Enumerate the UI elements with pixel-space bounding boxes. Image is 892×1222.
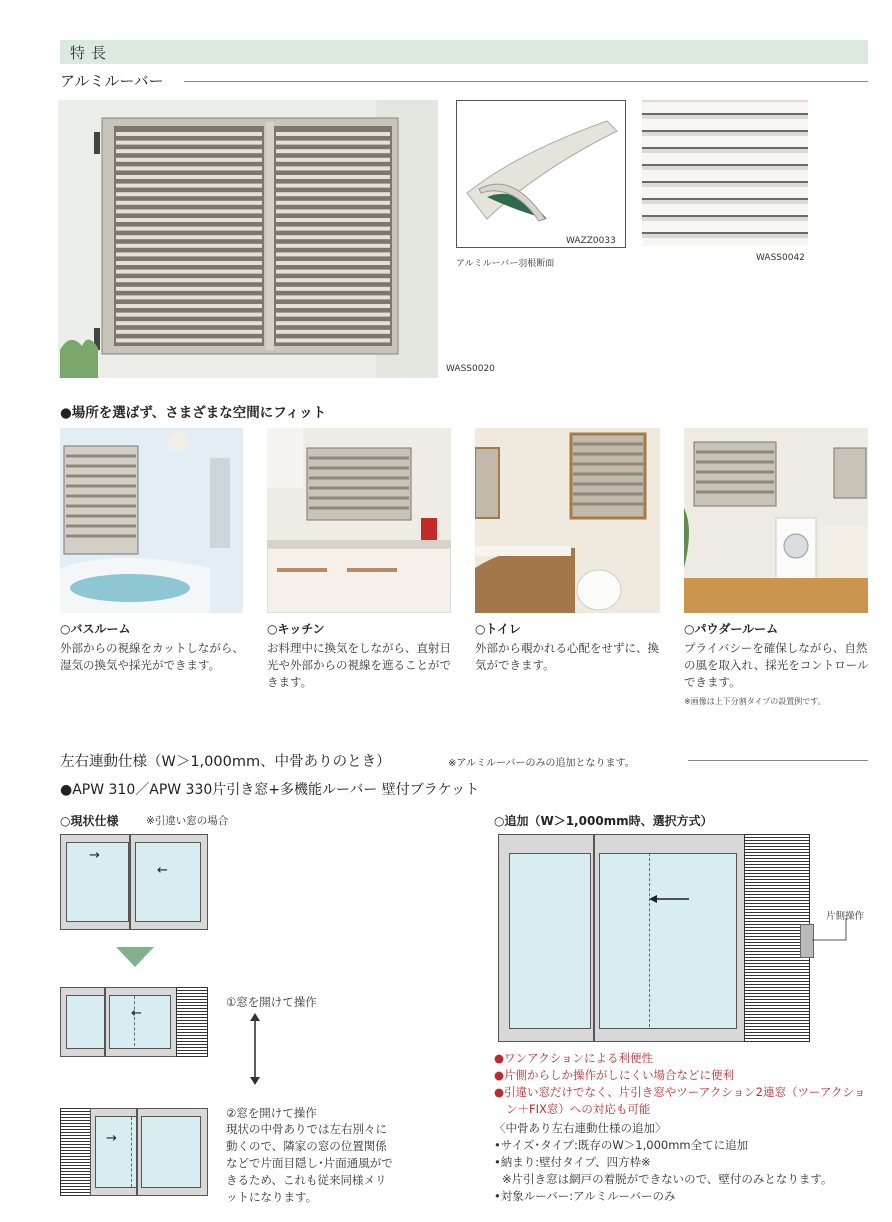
louver-slat xyxy=(116,270,262,274)
louver-slat xyxy=(276,295,390,299)
louver-slat xyxy=(116,141,262,145)
louver-slat xyxy=(116,192,262,196)
title-rule xyxy=(184,81,868,82)
added-pane-right xyxy=(599,853,737,1029)
added-mullion xyxy=(593,835,595,1041)
arrow-right-icon: → xyxy=(106,1131,117,1146)
product-heading: ●APW 310／APW 330片引き窓+多機能ルーバー 壁付ブラケット xyxy=(60,782,480,798)
louver-slat xyxy=(116,244,262,248)
arrow-left-icon: ← xyxy=(131,1006,142,1021)
caption-slat-code: WASS0042 xyxy=(756,253,805,263)
louver-slat xyxy=(276,261,390,265)
caption-cross-section: アルミルーバー羽根断面 xyxy=(456,259,555,269)
step2-dash xyxy=(131,1117,132,1187)
louver-slat xyxy=(116,227,262,231)
louver-slat xyxy=(276,201,390,205)
step1-label: ①窓を開けて操作 xyxy=(226,995,317,1009)
louver-slat xyxy=(276,321,390,325)
louver-slat xyxy=(116,218,262,222)
louver-slat xyxy=(276,166,390,170)
window-mullion xyxy=(129,835,131,929)
louver-slat xyxy=(116,287,262,291)
louver-slat xyxy=(642,238,808,246)
added-frame xyxy=(498,834,746,1042)
side-operation-label: 片側操作 xyxy=(826,911,865,922)
current-spec-heading: ○現状仕様 xyxy=(60,814,119,828)
triangle-down-icon xyxy=(116,947,154,969)
louver-slat xyxy=(276,338,390,342)
room-desc-kitchen: お料理中に換気をしながら、直射日光や外部からの視線を遮ることができます。 xyxy=(267,641,451,689)
step2-mullion xyxy=(136,1109,138,1195)
diagram-step1 xyxy=(60,987,208,1057)
step1-frame xyxy=(60,987,178,1057)
louver-slat xyxy=(276,252,390,256)
louver-slat xyxy=(276,304,390,308)
louver-slat xyxy=(276,192,390,196)
added-pane-left xyxy=(509,853,591,1029)
section-header-title: 特長 xyxy=(70,44,113,62)
louver-slat xyxy=(116,166,262,170)
step2-label: ②窓を開けて操作 xyxy=(226,1106,317,1120)
step1-pane-right xyxy=(109,995,171,1049)
arrow-left-icon: ← xyxy=(157,863,168,878)
room-desc-powder-room: プライバシーを確保しながら、自然の風を取入れ、採光をコントロールできます。 xyxy=(684,641,869,689)
louver-slat xyxy=(276,244,390,248)
louver-slat xyxy=(116,149,262,153)
louver-slat xyxy=(276,158,390,162)
louver-slat xyxy=(276,278,390,282)
louver-panel xyxy=(60,1108,92,1196)
added-dash xyxy=(649,853,650,1027)
window-pane-right xyxy=(135,842,201,922)
louver-slat-shadow xyxy=(642,164,808,166)
benefit-1: ●ワンアクションによる利便性 xyxy=(494,1051,653,1065)
louver-slat xyxy=(276,270,390,274)
louver-slat xyxy=(642,153,808,164)
step1-dash xyxy=(134,996,135,1046)
louver-slat xyxy=(276,287,390,291)
louver-cross-section-photo xyxy=(456,100,626,248)
louver-slat xyxy=(642,119,808,130)
room-name-bathroom: ○バスルーム xyxy=(60,622,131,636)
louver-slat xyxy=(642,187,808,198)
louver-slat xyxy=(276,149,390,153)
section-note-linked-spec: ※アルミルーバーのみの追加となります。 xyxy=(448,758,635,769)
current-spec-note: ※引違い窓の場合 xyxy=(146,815,229,827)
room-name-kitchen: ○キッチン xyxy=(267,622,325,636)
detail-louver: •対象ルーバー:アルミルーバーのみ xyxy=(494,1189,676,1203)
detail-fit: •納まり:壁付タイプ、四方枠※ xyxy=(494,1155,651,1169)
louver-slat xyxy=(116,278,262,282)
caption-cross-section-code: WAZZ0033 xyxy=(566,236,616,246)
detail-size: •サイズ･タイプ:既存のW＞1,000mm全てに追加 xyxy=(494,1138,749,1152)
louver-window-illustration xyxy=(58,100,438,378)
diagram-current-window xyxy=(60,834,208,930)
louver-slat xyxy=(642,102,808,113)
room-desc-toilet: 外部から覗かれる心配をせずに、換気ができます。 xyxy=(475,641,659,672)
room-desc-bathroom: 外部からの視線をカットしながら、湿気の換気や採光ができます。 xyxy=(60,641,244,672)
louver-slat xyxy=(276,175,390,179)
louver-slat xyxy=(642,170,808,181)
louver-slat xyxy=(116,184,262,188)
louver-slat xyxy=(116,235,262,239)
toilet-illustration xyxy=(475,428,660,613)
benefit-2: ●片側からしか操作がしにくい場合などに便利 xyxy=(494,1068,735,1082)
diagram-step2 xyxy=(60,1108,210,1196)
benefit-3: ●引違い窓だけでなく、片引き窓やツーアクション2連窓（ツーアクション＋FIX窓）への対応も可能 xyxy=(494,1085,866,1116)
louver-slat xyxy=(276,184,390,188)
step1-mullion xyxy=(104,988,106,1056)
powder-room-illustration xyxy=(684,428,868,613)
caption-main-code: WASS0020 xyxy=(446,364,495,374)
louver-slat-shadow xyxy=(642,215,808,217)
louver-slat xyxy=(116,261,262,265)
louver-slat-shadow xyxy=(642,232,808,234)
louver-slat xyxy=(642,204,808,215)
kitchen-illustration xyxy=(267,428,451,613)
section-title-aluminum-louver: アルミルーバー xyxy=(60,72,164,90)
louver-main-photo xyxy=(58,100,438,378)
fit-heading: ●場所を選ばず、さまざまな空間にフィット xyxy=(60,405,327,421)
louver-slat xyxy=(276,141,390,145)
louver-slat xyxy=(116,338,262,342)
louver-slat xyxy=(642,136,808,147)
louver-slat xyxy=(642,221,808,232)
section2-rule xyxy=(688,760,868,761)
louver-slat xyxy=(276,209,390,213)
details-title: 〈中骨あり左右連動仕様の追加〉 xyxy=(494,1121,667,1135)
room-photo-powder-room xyxy=(684,428,868,613)
louver-slat xyxy=(276,218,390,222)
louver-slat xyxy=(116,158,262,162)
louver-slat-illustration xyxy=(642,100,808,246)
louver-slat-shadow xyxy=(642,181,808,183)
louver-slat-shadow xyxy=(642,130,808,132)
louver-slat xyxy=(116,304,262,308)
room-name-powder-room: ○パウダールーム xyxy=(684,622,779,636)
louver-slat xyxy=(276,227,390,231)
louver-slat xyxy=(116,313,262,317)
louver-slat xyxy=(116,209,262,213)
room-photo-kitchen xyxy=(267,428,451,613)
louver-slat xyxy=(116,252,262,256)
louver-slat xyxy=(276,313,390,317)
step2-frame xyxy=(90,1108,208,1196)
section-title-linked-spec: 左右連動仕様（W＞1,000mm、中骨ありのとき） xyxy=(60,754,391,770)
step2-pane-right xyxy=(141,1116,201,1188)
section-header-bar xyxy=(60,40,868,64)
louver-slat-shadow xyxy=(642,113,808,115)
louver-slat xyxy=(116,201,262,205)
louver-slat xyxy=(116,175,262,179)
arrow-left-icon xyxy=(649,893,691,905)
louver-slat xyxy=(116,132,262,136)
step1-pane-left xyxy=(66,995,106,1049)
louver-slat-shadow xyxy=(642,198,808,200)
bathroom-illustration xyxy=(60,428,243,613)
louver-slat xyxy=(276,330,390,334)
room-photo-bathroom xyxy=(60,428,243,613)
arrow-right-icon: → xyxy=(89,848,100,863)
room-photo-footnote: ※画像は上下分割タイプの設置例です。 xyxy=(684,697,826,706)
louver-slat xyxy=(116,295,262,299)
louver-panel xyxy=(176,987,208,1057)
louver-slat xyxy=(116,330,262,334)
louver-cross-section-illustration xyxy=(457,101,625,247)
louver-slat xyxy=(116,321,262,325)
room-photo-toilet xyxy=(475,428,660,613)
louver-slat xyxy=(276,132,390,136)
step2-description: 現状の中骨ありでは左右別々に動くので、隣家の窓の位置関係などで片面目隠し･片面通風ができるため、これも従来同様メリットになります。 xyxy=(226,1122,393,1204)
room-name-toilet: ○トイレ xyxy=(475,622,521,636)
louver-slat xyxy=(276,235,390,239)
detail-note: ※片引き窓は網戸の着脱ができないので、壁付のみとなります。 xyxy=(502,1172,833,1186)
louver-slat-shadow xyxy=(642,147,808,149)
louver-slat-closeup-photo xyxy=(642,100,808,246)
added-spec-heading: ○追加（W＞1,000mm時、選択方式） xyxy=(494,814,713,828)
double-arrow-vertical-icon xyxy=(248,1013,262,1085)
diagram-added-window xyxy=(498,834,810,1042)
